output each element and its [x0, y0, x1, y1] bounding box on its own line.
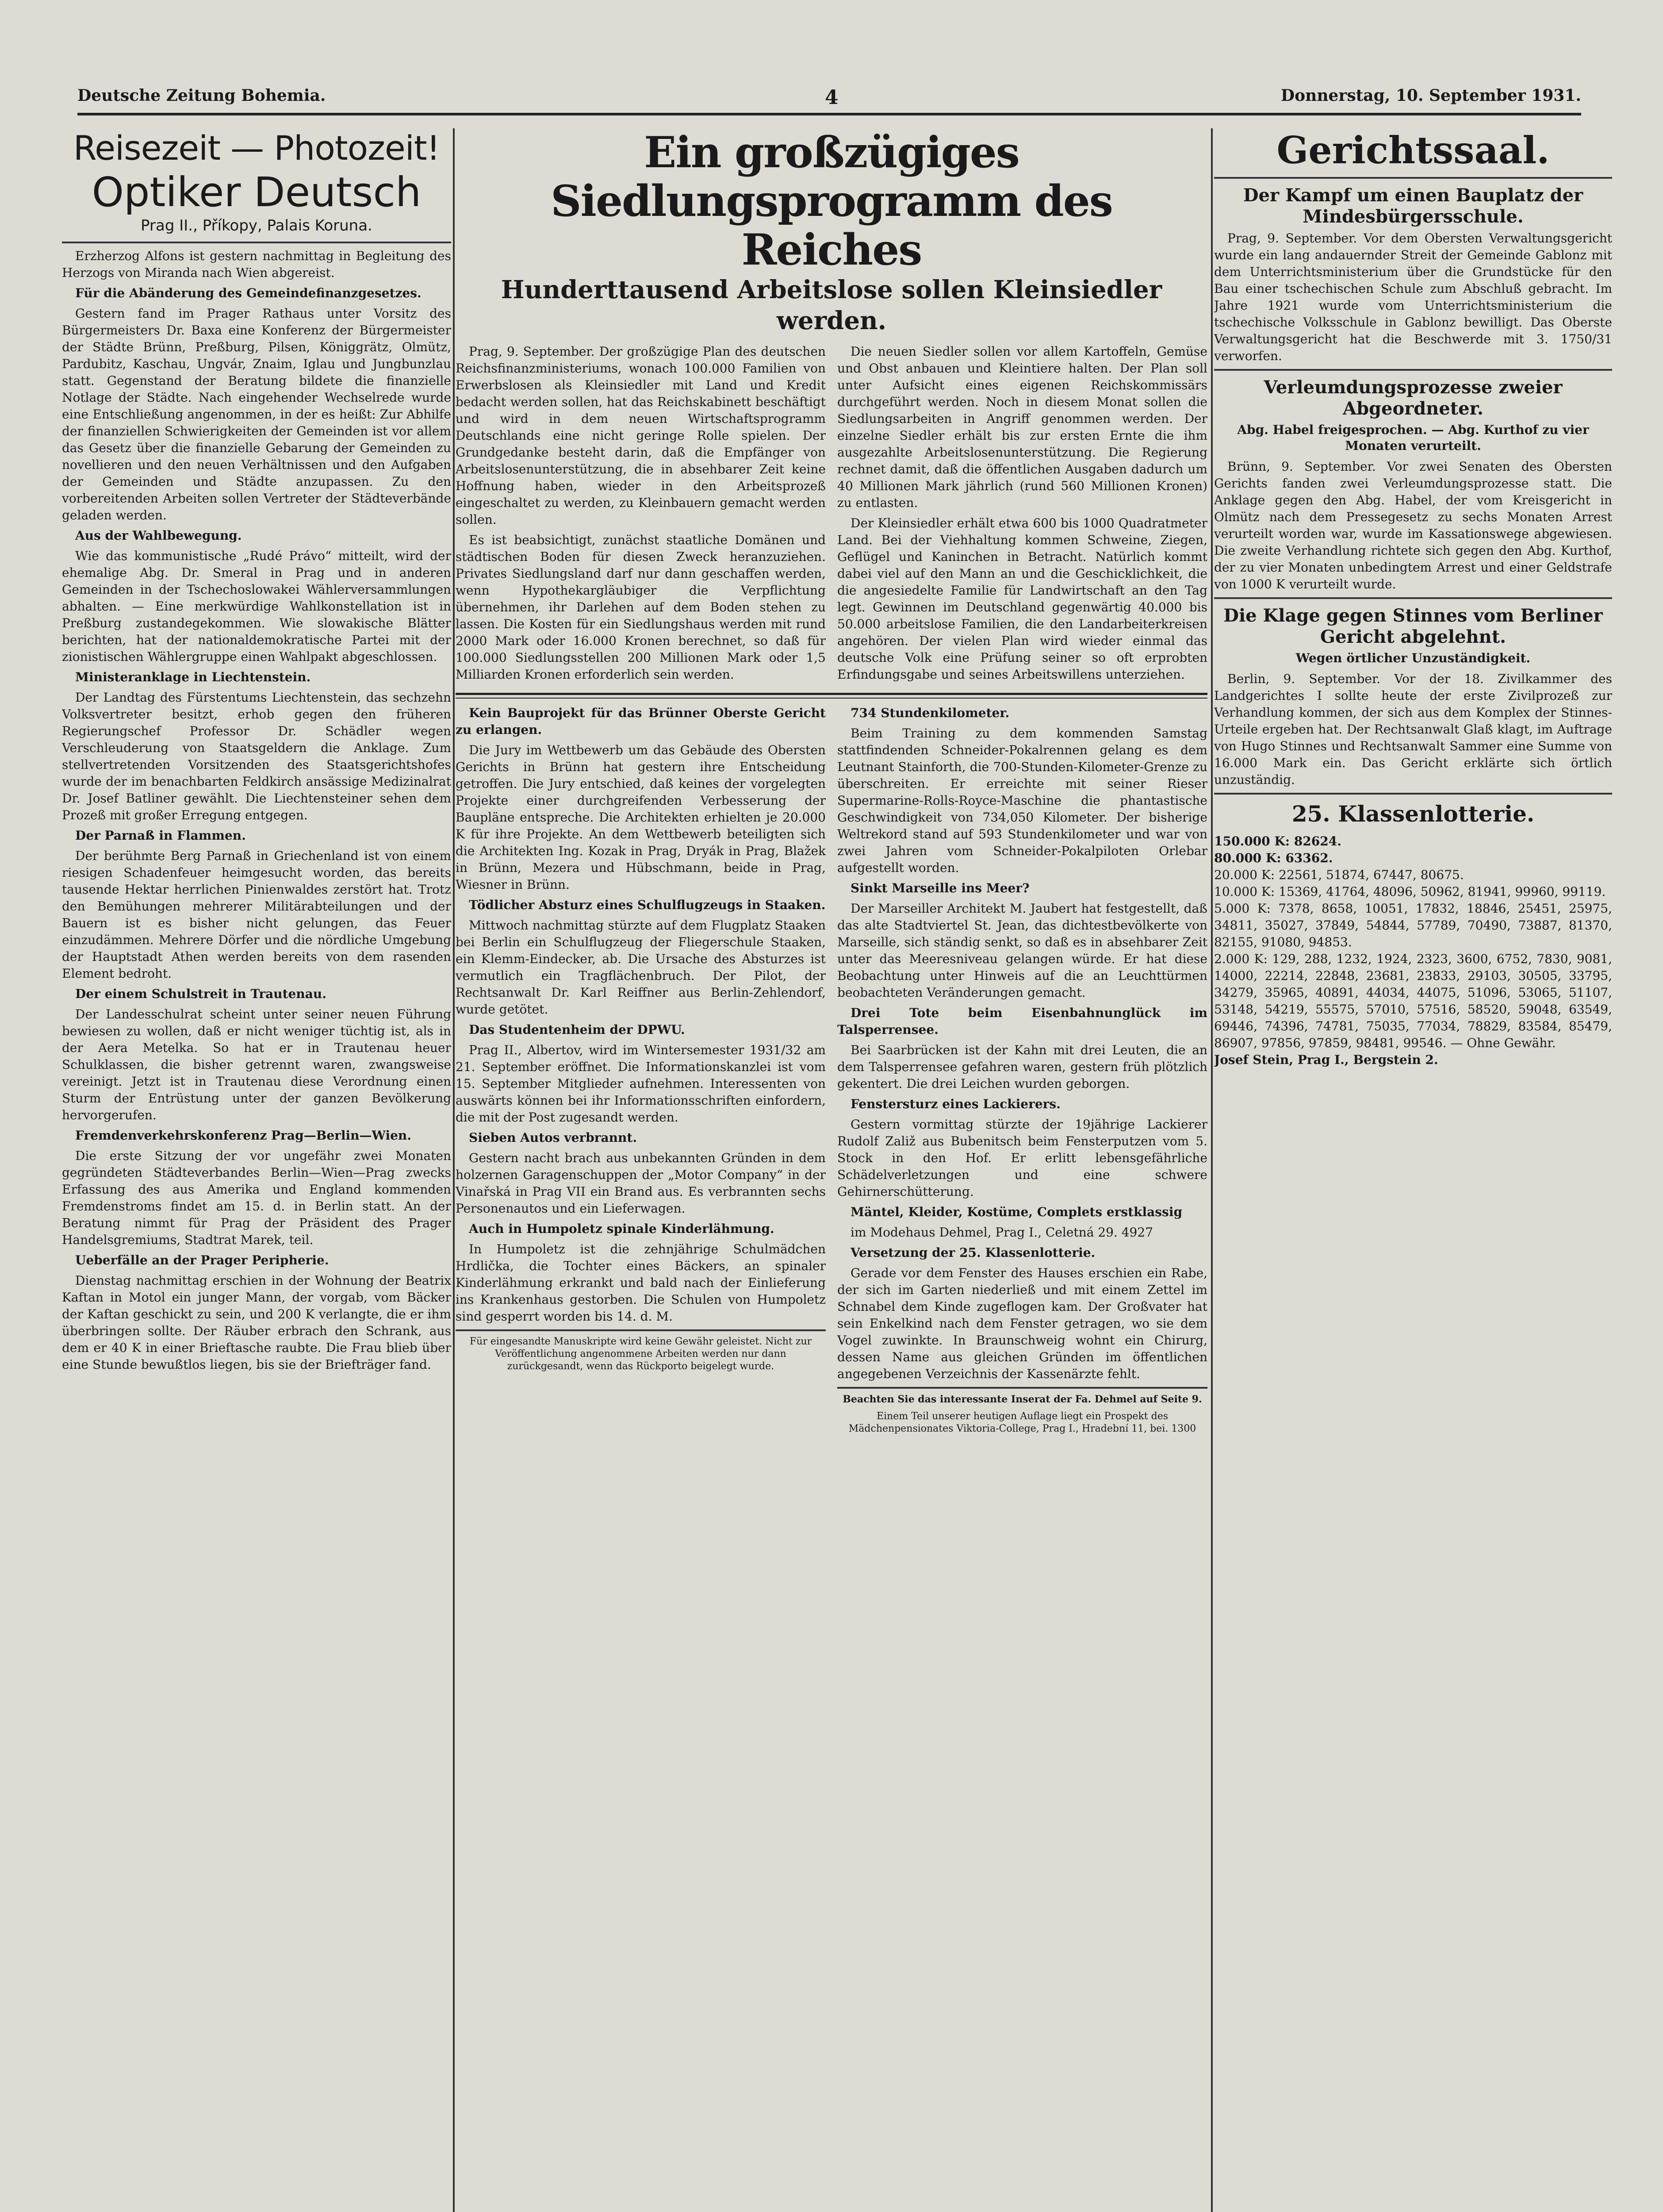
lottery-seller: Josef Stein, Prag I., Bergstein 2.	[1214, 1052, 1438, 1067]
news-item: Mittwoch nachmittag stürzte auf dem Flugplatz Staaken bei Berlin ein Schulflugzeug der Fliegerschule Staaken, ein Klemm-Eindecker, ab. Die Ursache des Absturzes ist vermutlich ein Tragflächenbruch. Der Pilot, der Rechtsanwalt Dr. Karl Reiffner aus Berlin-Zehlendorf, wurde getötet.	[456, 918, 826, 1017]
news-item: Bei Saarbrücken ist der Kahn mit drei Leuten, die an dem Talsperrensee gefahren waren, gestern früh plötzlich gekentert. Die drei Leichen wurden geborgen.	[837, 1043, 1207, 1091]
article-paragraph: Die neuen Siedler sollen vor allem Kartoffeln, Gemüse und Obst anbauen und Kleintiere halten. Der Plan soll unter Aufsicht eines eigenen Reichskommissärs durchgeführt werden. Noch in diesem Monat sollen die Siedlungsarbeiten in Angriff genommen werden. Der einzelne Siedler erhält bis zur ersten Ernte die ihm ausgezahlte Arbeitslosenunterstützung. Die Regierung rechnet damit, daß die öffentlichen Ausgaben dadurch um 40 Millionen Mark jährlich (rund 560 Millionen Kronen) zu entlasten.	[837, 344, 1207, 510]
news-item-heading: Mäntel, Kleider, Kostüme, Complets erstklassig	[851, 1205, 1183, 1219]
lead-article	[456, 343, 1207, 687]
news-item: Wie das kommunistische „Rudé Právo“ mitteilt, wird der ehemalige Abg. Dr. Smeral in Prag und in anderen Gemeinden in der Tschechoslowakei Wählerversammlungen abhalten. — Eine merkwürdige Wahlkonstellation ist in Preßburg zustandegekommen. Wie slowakische Blätter berichten, hat der nationaldemokratische Partei mit der zionistischen Wählergruppe einen Wahlpakt abgeschlossen.	[62, 549, 451, 664]
news-item-heading: Der einem Schulstreit in Trautenau.	[75, 987, 326, 1001]
news-item-heading: Drei Tote beim Eisenbahnunglück im Talsperrensee.	[837, 1006, 1207, 1037]
news-item: Gerade vor dem Fenster des Hauses erschien ein Rabe, der sich im Garten niederließ und mit einem Zettel im Schnabel dem Kinde zugeflogen kam. Der Großvater hat sein Enkelkind nach dem Fenster getragen, wo sie dem Vogel zuwinkte. In Braunschweig wohnt ein Chirurg, dessen Name aus gleichen Gründen im öffentlichen angegebenen Verzeichnis der Kassenärzte fehlt.	[837, 1266, 1207, 1381]
news-item-heading: Aus der Wahlbewegung.	[75, 528, 242, 543]
news-item: Der berühmte Berg Parnaß in Griechenland ist von einem riesigen Schadenfeuer heimgesucht worden, das bereits tausende Hektar herrlichen Pinienwaldes zerstört hat. Trotz den Bemühungen mehrerer Militärabteilungen und der Bauern ist es bisher nicht gelungen, das Feuer einzudämmen. Mehrere Dörfer und die nördliche Umgebung der Hauptstadt Athen werden bereits von dem rasenden Element bedroht.	[62, 849, 451, 981]
lottery-row: 5.000 K: 7378, 8658, 10051, 17832, 18846, 25451, 25975, 34811, 35027, 37849, 54844, 57789, 70490, 73887, 81370, 82155, 91080, 94853.	[1214, 901, 1612, 949]
ad-optician-name: Optiker Deutsch	[92, 169, 421, 216]
issue-date: Donnerstag, 10. September 1931.	[1280, 86, 1581, 105]
news-item: Der Marseiller Architekt M. Jaubert hat festgestellt, daß das alte Stadtviertel St. Jean, das dichtestbevölkerte von Marseille, sich ständig senkt, so daß es in absehbarer Zeit unter das Meeresniveau gelangen würde. Er hat diese Beobachtung unter Hinweis auf die an Leuchttürmen beobachteten Veränderungen gemacht.	[837, 901, 1207, 1000]
news-item: im Modehaus Dehmel, Prag I., Celetná 29. 4927	[851, 1225, 1153, 1240]
article-heading: Verleumdungsprozesse zweier Abgeordneter.	[1264, 377, 1563, 419]
main-subheadline: Hunderttausend Arbeitslose sollen Kleinsiedler werden.	[501, 275, 1162, 335]
news-item-heading: Sinkt Marseille ins Meer?	[851, 881, 1030, 895]
news-item: Der Landesschulrat scheint unter seiner neuen Führung bewiesen zu wollen, daß er nicht weniger tüchtig ist, als in der Aera Metelka. So hat er in Trautenau heuer Schulklassen, die bisher getrennt waren, zwangsweise vereinigt. Jetzt ist in Trautenau diese Verordnung einen Sturm der Entrüstung unter der ganzen Bevölkerung hervorgerufen.	[62, 1007, 451, 1122]
article-paragraph: Prag, 9. September. Vor dem Obersten Verwaltungsgericht wurde ein lang andauernder Streit der Gemeinde Gablonz mit dem Unterrichtsministerium über die Grundstücke für den Bau einer tschechischen Schule zum Abschluß gebracht. Im Jahre 1921 wurde vom Unterrichtsministerium die tschechische Volksschule in Gablonz bewilligt. Das Oberste Verwaltungsgericht hat die Beschwerde mit 3. 1750/31 verworfen.	[1214, 231, 1612, 363]
lottery-row: 20.000 K: 22561, 51874, 67447, 80675.	[1214, 868, 1464, 882]
article-subheading: Abg. Habel freigesprochen. — Abg. Kurthof zu vier Monaten verurteilt.	[1237, 422, 1589, 453]
lottery-title: 25. Klassenlotterie.	[1291, 801, 1535, 827]
page-number: 4	[825, 86, 839, 109]
article-paragraph: Es ist beabsichtigt, zunächst staatliche Domänen und städtischen Boden für diesen Zweck heranzuziehen. Privates Siedlungsland darf nur dann geschaffen werden, wenn Hypothekargläubiger die Verpflichtung übernehmen, ihr Darlehen auf dem Boden stehen zu lassen. Die Kosten für ein Siedlungshaus werden mit rund 2000 Mark oder 16.000 Kronen berechnet, so daß für 100.000 Siedlungsstellen 200 Millionen Mark oder 1,5 Milliarden Kronen erforderlich sein werden.	[456, 533, 826, 682]
news-item-heading: Versetzung der 25. Klassenlotterie.	[851, 1245, 1096, 1260]
divider	[1214, 597, 1612, 599]
article-heading: Der Kampf um einen Bauplatz der Mindesbürgersschule.	[1243, 185, 1583, 227]
news-item: Gestern fand im Prager Rathaus unter Vorsitz des Bürgermeisters Dr. Baxa eine Konferenz der Bürgermeister der Städte Brünn, Preßburg, Pilsen, Königgrätz, Olmütz, Pardubitz, Kaschau, Ungvár, Znaim, Iglau und Jungbunzlau statt. Gegenstand der Beratung bildete die finanzielle Notlage der Städte. Nach eingehender Wechselrede wurde eine Entschließung angenommen, in der es heißt: Zur Abhilfe der finanziellen Schwierigkeiten der Gemeinden ist vor allem das Gesetz über die finanzielle Gebarung der Gemeinden zu novellieren und den neuen Verhältnissen und den Aufgaben der Gemeinden und Städte anzupassen. Zu den vorbereitenden Arbeiten sollen Vertreter der Städteverbände geladen werden.	[62, 306, 451, 522]
center-column	[456, 128, 1207, 2212]
lottery-row: 150.000 K: 82624.	[1214, 834, 1341, 849]
article-paragraph: Berlin, 9. September. Vor der 18. Zivilkammer des Landgerichtes I sollte heute der erste Zivilprozeß zur Verhandlung kommen, der sich aus dem Komplex der Stinnes-Urteile ergeben hat. Der Rechtsanwalt Glaß klagt, im Auftrage von Hugo Stinnes und Rechtsanwalt Sammer eine Summe von 16.000 Mark ein. Das Gericht erklärte sich örtlich unzuständig.	[1214, 672, 1612, 787]
right-column	[1214, 128, 1612, 2212]
left-column	[62, 128, 451, 2212]
news-item-heading: 734 Stundenkilometer.	[851, 706, 1010, 720]
insert-notice: Einem Teil unserer heutigen Auflage liegt ein Prospekt des Mädchenpensionates Viktoria-College, Prag I., Hradební 11, bei. 1300	[848, 1411, 1196, 1434]
news-item-heading: Der Parnaß in Flammen.	[75, 828, 246, 843]
news-item: Prag II., Albertov, wird im Wintersemester 1931/32 am 21. September eröffnet. Die Informationskanzlei ist vom 15. September Mitglieder aufnehmen. Interessenten von auswärts können bei ihr Informationsschriften einfordern, die mit der Post zugesandt werden.	[456, 1043, 826, 1125]
news-columns	[456, 705, 1207, 1440]
news-item-heading: Ministeranklage in Liechtenstein.	[75, 670, 311, 684]
divider	[456, 693, 1207, 699]
news-item-heading: Auch in Humpoletz spinale Kinderlähmung.	[469, 1221, 774, 1236]
news-item-heading: Tödlicher Absturz eines Schulflugzeugs in Staaken.	[469, 898, 826, 912]
main-headline: Ein großzügiges Siedlungsprogramm des Reiches	[551, 128, 1112, 275]
masthead	[77, 86, 1581, 115]
news-item: Dienstag nachmittag erschien in der Wohnung der Beatrix Kaftan in Motol ein junger Mann, der vorgab, vom Bäcker der Kaftan geschickt zu sein, und 200 K verlangte, die er ihm überbringen sollte. Der Räuber erbrach den Schrank, aus dem er 40 K in einer Brieftasche raubte. Die Frau blieb über eine Stunde bewußtlos liegen, bis sie der Briefträger fand.	[62, 1273, 451, 1372]
news-item: Die erste Sitzung der vor ungefähr zwei Monaten gegründeten Städteverbandes Berlin—Wien—Prag zwecks Erfassung des aus Amerika und England kommenden Fremdenstroms findet am 15. d. in Berlin statt. An der Beratung nimmt für Prag der Präsident des Prager Handelsgremiums, Stadtrat Marek, teil.	[62, 1148, 451, 1247]
news-item: Die Jury im Wettbewerb um das Gebäude des Obersten Gerichts in Brünn hat gestern ihre Entscheidung getroffen. Die Jury entschied, daß keines der vorgelegten Projekte einer durchgreifenden Verbesserung der Baupläne entspreche. Die Architekten erhielten je 20.000 K für ihre Projekte. An dem Wettbewerb beteiligten sich die Architekten Ing. Kozak in Prag, Dryák in Prag, Blažek in Brünn, Mezera und Hübschmann, beide in Prag, Wiesner in Brünn.	[456, 743, 826, 892]
news-item-heading: Fenstersturz eines Lackierers.	[851, 1097, 1061, 1111]
article-paragraph: Prag, 9. September. Der großzügige Plan des deutschen Reichsfinanzministeriums, wonach 100.000 Familien von Erwerbslosen als Kleinsiedler mit Land und Kredit bedacht werden sollen, hat das Reichskabinett beschäftigt und wird in dem neuen Wirtschaftsprogramm Deutschlands eine nicht geringe Rolle spielen. Der Grundgedanke besteht darin, daß die Empfänger von Arbeitslosenunterstützung, die in absehbarer Zeit keine Hoffnung haben, wieder in den Arbeitsprozeß eingeschaltet zu werden, zu Kleinbauern gemacht werden sollen.	[456, 344, 826, 527]
lottery-row: 2.000 K: 129, 288, 1232, 1924, 2323, 3600, 6752, 7830, 9081, 14000, 22214, 22848, 23681, 23833, 29103, 30505, 33795, 34279, 35965, 40891, 44034, 44075, 51096, 53065, 51107, 53148, 54219, 55575, 57010, 57516, 58520, 59048, 63549, 69446, 74396, 74781, 75035, 77034, 78829, 83584, 85479, 86907, 97856, 97859, 98481, 99546. — Ohne Gewähr.	[1214, 952, 1612, 1050]
newspaper-name: Deutsche Zeitung Bohemia.	[77, 86, 326, 105]
article-paragraph: Der Kleinsiedler erhält etwa 600 bis 1000 Quadratmeter Land. Bei der Viehhaltung kommen Schweine, Ziegen, Geflügel und Kaninchen in Betracht. Natürlich kommt dabei viel auf den Mann an und die Geschicklichkeit, die die angesiedelte Familie für Landwirtschaft an den Tag legt. Gewinnen im Deutschland gegenwärtig 40.000 bis 50.000 arbeitslose Familien, die den Landarbeiterkreisen angehören. Der vielen Plan wird wieder einmal das deutsche Volk eine Prüfung seiner so oft erprobten Erfindungsgabe und seines Arbeitswillens unterziehen.	[837, 516, 1207, 682]
article-paragraph: Brünn, 9. September. Vor zwei Senaten des Obersten Gerichts fanden zwei Verleumdungsprozesse statt. Die Anklage gegen den Abg. Habel, der vom Kreisgericht in Olmütz nach dem Pressegesetz zu sechs Monaten Arrest verurteilt worden war, wurde im Kassationswege abgewiesen. Die zweite Verhandlung richtete sich gegen den Abg. Kurthof, der zu vier Monaten unbedingtem Arrest und einer Geldstrafe von 1000 K verurteilt wurde.	[1214, 459, 1612, 591]
news-item: In Humpoletz ist die zehnjährige Schulmädchen Hrdlička, die Tochter eines Bäckers, an spinaler Kinderlähmung erkrankt und bald nach der Einlieferung ins Krankenhaus gestorben. Die Schulen von Humpoletz sind gesperrt worden bis 14. d. M.	[456, 1242, 826, 1324]
column-divider	[1211, 128, 1213, 2212]
divider	[1214, 369, 1612, 371]
column-divider	[453, 128, 455, 2212]
divider	[456, 1329, 826, 1331]
ad-headline: Reisezeit — Photozeit!	[73, 128, 440, 168]
divider	[1214, 177, 1612, 179]
ad-address: Prag II., Příkopy, Palais Koruna.	[141, 217, 372, 234]
news-item-heading: Ueberfälle an der Prager Peripherie.	[75, 1253, 329, 1267]
news-item-heading: Kein Bauprojekt für das Brünner Oberste Gericht zu erlangen.	[456, 706, 826, 737]
news-item-heading: Für die Abänderung des Gemeindefinanzgesetzes.	[75, 286, 421, 300]
article-subheading: Wegen örtlicher Unzuständigkeit.	[1295, 651, 1531, 665]
news-item: Gestern vormittag stürzte der 19jährige Lackierer Rudolf Zaliž aus Bubenitsch beim Fensterputzen vom 5. Stock in den Hof. Er erlitt lebensgefährliche Schädelverletzungen und eine schwere Gehirnerschütterung.	[837, 1117, 1207, 1199]
section-title: Gerichtssaal.	[1276, 128, 1550, 172]
news-item: Erzherzog Alfons ist gestern nachmittag in Begleitung des Herzogs von Miranda nach Wien abgereist.	[62, 249, 451, 280]
news-item-heading: Das Studentenheim der DPWU.	[469, 1022, 685, 1037]
lottery-row: 80.000 K: 63362.	[1214, 851, 1333, 865]
news-item-heading: Sieben Autos verbrannt.	[469, 1130, 637, 1145]
article-heading: Die Klage gegen Stinnes vom Berliner Gericht abgelehnt.	[1223, 605, 1603, 647]
divider	[837, 1387, 1207, 1389]
news-item: Beim Training zu dem kommenden Samstag stattfindenden Schneider-Pokalrennen gelang es dem Leutnant Stainforth, die 700-Stunden-Kilometer-Grenze zu überschreiten. Er erreichte mit seiner Rieser Supermarine-Rolls-Royce-Maschine die phantastische Geschwindigkeit von 734,050 Kilometer. Der bisherige Weltrekord stand auf 593 Stundenkilometer und war von zwei Jahren vom Schneider-Pokalpiloten Orlebar aufgestellt worden.	[837, 726, 1207, 875]
news-item-heading: Fremdenverkehrskonferenz Prag—Berlin—Wien.	[75, 1128, 412, 1143]
lottery-row: 10.000 K: 15369, 41764, 48096, 50962, 81941, 99960, 99119.	[1214, 884, 1606, 899]
divider	[62, 242, 451, 243]
editorial-notice: Für eingesandte Manuskripte wird keine Gewähr geleistet. Nicht zur Veröffentlichung angenommene Arbeiten werden nur dann zurückgesandt, wenn das Rückporto beigelegt wurde.	[469, 1336, 812, 1372]
news-item: Der Landtag des Fürstentums Liechtenstein, das sechzehn Volksvertreter besitzt, erhob gegen den früheren Regierungschef Professor Dr. Schädler wegen Verschleuderung von Staatsgeldern die Anklage. Zum stellvertretenden Vorsitzenden des Staatsgerichtshofes wurde der im benachbarten Feldkirch ansässige Medizinalrat Dr. Josef Batliner gewählt. Die Liechtensteiner sehen dem Prozeß mit großer Erregung entgegen.	[62, 690, 451, 822]
divider	[1214, 793, 1612, 795]
ad-notice: Beachten Sie das interessante Inserat der Fa. Dehmel auf Seite 9.	[843, 1394, 1202, 1405]
news-item: Gestern nacht brach aus unbekannten Gründen in dem holzernen Garagenschuppen der „Motor Company“ in der Vinařská in Prag VII ein Brand aus. Es verbrannten sechs Personenautos und ein Lieferwagen.	[456, 1151, 826, 1216]
